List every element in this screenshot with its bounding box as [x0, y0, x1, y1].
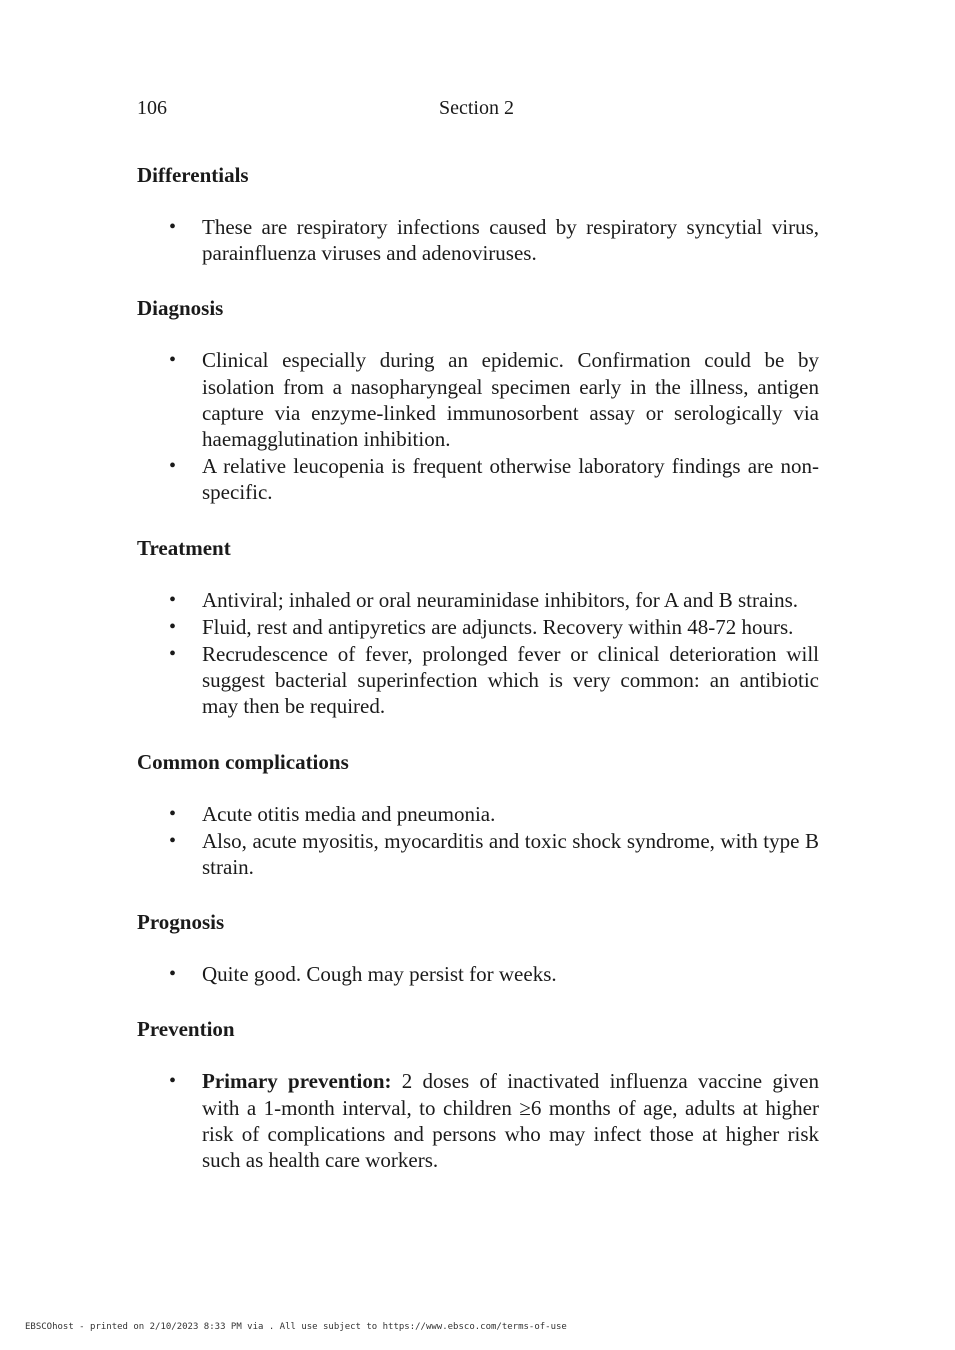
bullet-icon: • [169, 349, 177, 372]
list-item-text: Acute otitis media and pneumonia. [202, 801, 496, 826]
list-item-text: Quite good. Cough may persist for weeks. [202, 962, 557, 987]
bullet-list [137, 801, 819, 881]
list-item [137, 453, 819, 505]
list-item [137, 347, 819, 452]
running-head: Section 2 [439, 97, 514, 119]
section-differentials [137, 161, 819, 266]
section-treatment [137, 534, 819, 720]
list-item-text: Antiviral; inhaled or oral neuraminidase inhibitors, for A and B strains. [202, 587, 799, 612]
section-heading: Prognosis [137, 910, 225, 935]
section-heading: Diagnosis [137, 296, 224, 321]
section-prognosis [137, 908, 819, 987]
list-item-text: Fluid, rest and antipyretics are adjuncts. Recovery within 48-72 hours. [202, 614, 794, 639]
section-heading: Prevention [137, 1017, 235, 1042]
page-body [137, 161, 819, 1173]
list-item-text: Clinical especially during an epidemic. Confirmation could be by isolation from a nasopharyngeal specimen early in the illness, antigen capture via enzyme-linked immunosorbent assay or serologically via haemagglutination inhibition. [202, 348, 819, 452]
bullet-icon: • [169, 802, 177, 825]
list-item [137, 801, 819, 827]
bullet-list [137, 214, 819, 266]
section-heading: Differentials [137, 163, 249, 187]
bullet-list [137, 961, 819, 987]
print-footer: EBSCOhost - printed on 2/10/2023 8:33 PM via . All use subject to https://www.ebsco.com/terms-of-use [25, 1322, 567, 1332]
bullet-icon: • [169, 455, 177, 478]
list-item [137, 641, 819, 720]
bullet-icon: • [169, 1070, 177, 1093]
page-number: 106 [137, 97, 167, 119]
list-item [137, 587, 819, 613]
bullet-icon: • [169, 963, 177, 986]
list-item-text: 2 doses of inactivated influenza vaccine given with a 1-month interval, to children ≥6 months of age, adults at higher risk of complications and persons who may infect those at higher risk such as health care workers. [202, 1069, 819, 1173]
list-item [137, 1068, 819, 1173]
list-item-text: These are respiratory infections caused by respiratory syncytial virus, parainfluenza viruses and adenoviruses. [202, 215, 819, 266]
bullet-icon: • [169, 588, 177, 611]
list-item-lead: Primary prevention: [202, 1069, 392, 1094]
bullet-icon: • [169, 216, 177, 238]
list-item-text: Also, acute myositis, myocarditis and toxic shock syndrome, with type B strain. [202, 828, 819, 880]
list-item-text: A relative leucopenia is frequent otherwise laboratory findings are non-specific. [202, 454, 819, 505]
section-diagnosis [137, 294, 819, 505]
list-item-text: Recrudescence of fever, prolonged fever or clinical deterioration will suggest bacterial superinfection which is very common: an antibiotic may then be required. [202, 642, 819, 719]
list-item [137, 961, 819, 987]
bullet-icon: • [169, 615, 177, 638]
bullet-list [137, 347, 819, 505]
list-item [137, 828, 819, 880]
section-heading: Common complications [137, 749, 349, 774]
bullet-list [137, 1068, 819, 1173]
section-prevention [137, 1015, 819, 1173]
bullet-icon: • [169, 643, 177, 666]
bullet-icon: • [169, 829, 177, 852]
section-heading: Treatment [137, 535, 231, 560]
list-item [137, 214, 819, 266]
bullet-list [137, 587, 819, 720]
section-common-complications [137, 748, 819, 881]
list-item [137, 614, 819, 640]
